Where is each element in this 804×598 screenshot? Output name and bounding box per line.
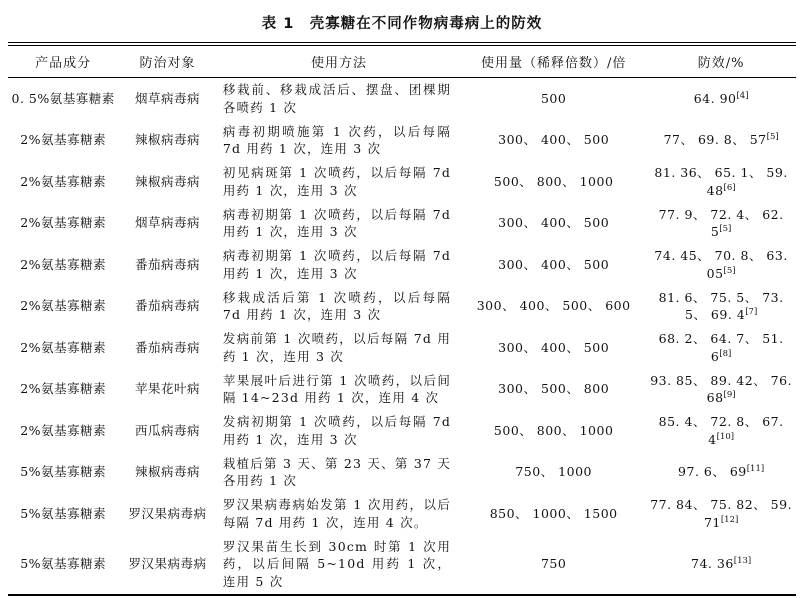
target-cell: 苹果花叶病	[135, 381, 201, 397]
citation-ref: [4]	[736, 90, 749, 101]
product-cell: 5%氨基寡糖素	[20, 556, 107, 572]
product-cell: 2%氨基寡糖素	[20, 132, 107, 148]
dosage-cell: 300、 400、 500	[498, 339, 610, 355]
citation-ref: [10]	[716, 431, 735, 442]
efficacy-values: 64. 90	[693, 90, 737, 106]
target-cell: 番茄病毒病	[135, 298, 201, 314]
product-cell: 2%氨基寡糖素	[20, 298, 107, 314]
table-row	[8, 244, 796, 286]
efficacy-cell	[646, 286, 796, 328]
product-cell: 2%氨基寡糖素	[20, 256, 107, 272]
column-header-target: 防治对象	[118, 46, 217, 78]
citation-ref: [13]	[733, 556, 752, 567]
citation-ref: [5]	[723, 265, 736, 276]
product-cell: 2%氨基寡糖素	[20, 422, 107, 438]
efficacy-values: 81. 6、 75. 5、 73. 5、 69. 4	[658, 289, 784, 323]
method-cell: 发病前第 1 次喷药，以后每隔 7d 用药 1 次，连用 3 次	[222, 331, 452, 364]
table-row	[8, 78, 796, 120]
table-row	[8, 203, 796, 245]
target-cell: 烟草病毒病	[135, 90, 201, 106]
table-row	[8, 120, 796, 162]
efficacy-cell	[646, 369, 796, 411]
efficacy-values: 93. 85、 89. 42、 76. 68	[650, 372, 793, 406]
product-cell: 0. 5%氨基寡糖素	[11, 90, 115, 106]
efficacy-values: 77、 69. 8、 57	[663, 132, 767, 148]
table-row	[8, 161, 796, 203]
method-cell: 苹果展叶后进行第 1 次喷药，以后间隔 14~23d 用药 1 次，连用 4 次	[222, 372, 452, 406]
efficacy-cell	[646, 535, 796, 594]
method-cell: 栽植后第 3 天、第 23 天、第 37 天各用药 1 次	[222, 455, 452, 489]
efficacy-cell	[646, 493, 796, 535]
efficacy-cell	[646, 78, 796, 120]
dosage-cell: 500、 800、 1000	[493, 422, 614, 438]
product-cell: 5%氨基寡糖素	[20, 505, 107, 521]
efficacy-values: 85. 4、 72. 8、 67. 4	[658, 414, 784, 447]
citation-ref: [5]	[719, 224, 732, 235]
product-cell: 2%氨基寡糖素	[20, 173, 107, 189]
data-table	[8, 46, 796, 594]
table-row	[8, 369, 796, 411]
efficacy-cell	[646, 244, 796, 286]
efficacy-cell	[646, 161, 796, 203]
efficacy-values: 77. 9、 72. 4、 62. 5	[658, 206, 784, 240]
citation-ref: [12]	[720, 514, 739, 525]
method-cell: 移栽成活后第 1 次喷药，以后每隔 7d 用药 1 次，连用 3 次	[222, 289, 452, 323]
product-cell: 2%氨基寡糖素	[20, 215, 107, 231]
column-header-dosage: 使用量（稀释倍数）/倍	[461, 46, 646, 78]
efficacy-cell	[646, 452, 796, 494]
efficacy-cell	[646, 203, 796, 245]
table-bottom-rule	[8, 594, 796, 598]
table-row	[8, 452, 796, 494]
citation-ref: [9]	[723, 390, 736, 401]
table-row	[8, 535, 796, 594]
dosage-cell: 750、 1000	[515, 464, 592, 480]
target-cell: 烟草病毒病	[135, 215, 201, 231]
dosage-cell: 500	[540, 90, 567, 106]
target-cell: 西瓜病毒病	[135, 422, 201, 438]
header-row	[8, 46, 796, 78]
dosage-cell: 300、 400、 500	[498, 256, 610, 272]
efficacy-values: 81. 36、 65. 1、 59. 48	[654, 165, 788, 198]
table-body	[8, 78, 796, 594]
method-cell: 发病初期第 1 次喷药，以后每隔 7d 用药 1 次，连用 3 次	[222, 414, 452, 447]
column-header-method: 使用方法	[217, 46, 461, 78]
method-cell: 病毒初期第 1 次喷药，以后每隔 7d 用药 1 次，连用 3 次	[222, 206, 452, 240]
method-cell: 病毒初期喷施第 1 次药，以后每隔 7d 用药 1 次，连用 3 次	[222, 123, 452, 157]
table-row	[8, 286, 796, 328]
target-cell: 辣椒病毒病	[135, 173, 201, 189]
target-cell: 罗汉果病毒病	[128, 505, 207, 521]
citation-ref: [7]	[745, 307, 758, 318]
efficacy-cell	[646, 410, 796, 452]
product-cell: 2%氨基寡糖素	[20, 339, 107, 355]
efficacy-values: 77. 84、 75. 82、 59. 71	[650, 497, 793, 530]
dosage-cell: 500、 800、 1000	[493, 173, 614, 189]
method-cell: 初见病斑第 1 次喷药，以后每隔 7d 用药 1 次，连用 3 次	[222, 165, 452, 198]
dosage-cell: 850、 1000、 1500	[489, 505, 618, 521]
citation-ref: [6]	[723, 182, 736, 193]
target-cell: 番茄病毒病	[135, 256, 201, 272]
efficacy-values: 97. 6、 69	[678, 464, 747, 480]
efficacy-cell	[646, 327, 796, 369]
target-cell: 番茄病毒病	[135, 339, 201, 355]
method-cell: 移栽前、移栽成活后、摆盘、团棵期各喷药 1 次	[222, 82, 452, 115]
citation-ref: [11]	[746, 464, 765, 475]
product-cell: 5%氨基寡糖素	[20, 464, 107, 480]
efficacy-values: 68. 2、 64. 7、 51. 6	[658, 331, 784, 364]
dosage-cell: 300、 400、 500	[498, 215, 610, 231]
target-cell: 辣椒病毒病	[135, 464, 201, 480]
citation-ref: [5]	[766, 132, 779, 143]
efficacy-values: 74. 45、 70. 8、 63. 05	[654, 248, 788, 281]
dosage-cell: 300、 400、 500	[498, 132, 610, 148]
table-row	[8, 410, 796, 452]
product-cell: 2%氨基寡糖素	[20, 381, 107, 397]
efficacy-values: 74. 36	[691, 556, 734, 572]
method-cell: 罗汉果苗生长到 30cm 时第 1 次用药，以后间隔 5~10d 用药 1 次，连用 5 次	[222, 538, 452, 589]
efficacy-cell	[646, 120, 796, 162]
dosage-cell: 300、 500、 800	[498, 381, 610, 397]
dosage-cell: 300、 400、 500、 600	[476, 298, 631, 314]
target-cell: 辣椒病毒病	[135, 132, 201, 148]
dosage-cell: 750	[540, 556, 567, 572]
column-header-product: 产品成分	[8, 46, 118, 78]
target-cell: 罗汉果病毒病	[128, 556, 207, 572]
citation-ref: [8]	[719, 348, 732, 359]
table-header	[8, 46, 796, 78]
table-row	[8, 327, 796, 369]
column-header-efficacy: 防效/%	[646, 46, 796, 78]
table-row	[8, 493, 796, 535]
method-cell: 罗汉果病毒病始发第 1 次用药，以后每隔 7d 用药 1 次，连用 4 次。	[222, 497, 452, 530]
table-title: 表 1 壳寡糖在不同作物病毒病上的防效	[261, 16, 543, 32]
method-cell: 病毒初期第 1 次喷药，以后每隔 7d 用药 1 次，连用 3 次	[222, 248, 452, 281]
